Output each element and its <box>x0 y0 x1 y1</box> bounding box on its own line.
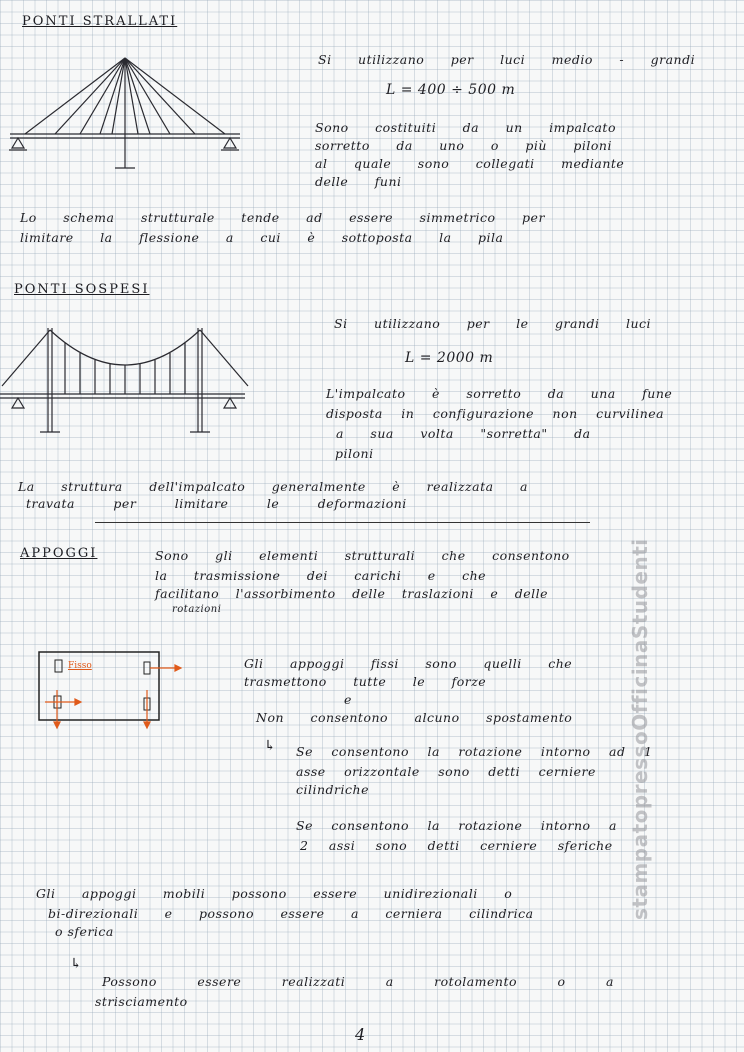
watermark: stampatopressoOfficinaStudenti <box>628 538 652 920</box>
mobili-line: bi-direzionali e possono essere a cerniera cilindrica <box>48 906 534 921</box>
sospesi-desc-line: disposta in configurazione non curvilinea <box>326 406 665 421</box>
appoggi-fissi-line: Non consentono alcuno spostamento <box>256 710 573 725</box>
page-number: 4 <box>355 1025 366 1044</box>
sospesi-desc-line: a sua volta "sorretta" da <box>336 426 591 441</box>
appoggi-desc-line: Sono gli elementi strutturali che consentono <box>155 548 570 563</box>
sospesi-desc-line: L'impalcato è sorretto da una fune <box>326 386 673 401</box>
appoggi-desc-line: la trasmissione dei carichi e che <box>155 568 487 583</box>
appoggi-desc-line: rotazioni <box>172 604 222 615</box>
fixed-bearing-label: Fisso <box>68 661 92 671</box>
cerniera-cil-line: cilindriche <box>296 782 369 797</box>
strallati-desc-line: delle funi <box>315 174 402 189</box>
strallati-note-line: limitare la flessione a cui è sottoposta la pila <box>20 230 504 245</box>
arrow-mark: ↳ <box>264 738 277 754</box>
strallati-desc-line: Sono costituiti da un impalcato <box>315 120 616 135</box>
strallati-usage: Si utilizzano per luci medio - grandi <box>318 52 696 67</box>
appoggi-fissi-line: trasmettono tutte le forze <box>244 674 487 689</box>
sospesi-desc-line: piloni <box>335 446 374 461</box>
heading-appoggi: APPOGGI <box>20 546 98 561</box>
arrow-mark: ↳ <box>70 956 83 972</box>
cerniera-sfe-line: 2 assi sono detti cerniere sferiche <box>300 838 613 853</box>
bearing-plan-diagram <box>35 650 185 730</box>
section-divider <box>95 522 590 523</box>
final-line: strisciamento <box>95 994 188 1009</box>
heading-sospesi: PONTI SOSPESI <box>14 282 150 297</box>
final-line: Possono essere realizzati a rotolamento o a <box>102 974 614 989</box>
appoggi-desc-line: facilitano l'assorbimento delle traslazioni e delle <box>155 586 549 601</box>
sospesi-note-line: La struttura dell'impalcato generalmente è realizzata a <box>18 479 528 494</box>
heading-strallati: PONTI STRALLATI <box>22 14 178 29</box>
strallati-desc-line: al quale sono collegati mediante <box>315 156 625 171</box>
cable-stayed-bridge-sketch <box>0 50 250 215</box>
mobili-line: Gli appoggi mobili possono essere unidirezionali o <box>36 886 513 901</box>
suspension-bridge-sketch <box>0 320 260 450</box>
cerniera-sfe-line: Se consentono la rotazione intorno a <box>296 818 617 833</box>
mobili-line: o sferica <box>55 924 114 939</box>
strallati-note-line: Lo schema strutturale tende ad essere simmetrico per <box>20 210 545 225</box>
sospesi-formula: L = 2000 m <box>405 350 494 366</box>
cerniera-cil-line: Se consentono la rotazione intorno ad 1 <box>296 744 653 759</box>
appoggi-fissi-line: Gli appoggi fissi sono quelli che <box>244 656 573 671</box>
strallati-desc-line: sorretto da uno o più piloni <box>315 138 612 153</box>
sospesi-usage: Si utilizzano per le grandi luci <box>334 316 651 331</box>
sospesi-note-line: travata per limitare le deformazioni <box>26 496 407 511</box>
strallati-formula: L = 400 ÷ 500 m <box>386 82 516 98</box>
appoggi-fissi-line: e <box>344 692 352 707</box>
cerniera-cil-line: asse orizzontale sono detti cerniere <box>296 764 596 779</box>
